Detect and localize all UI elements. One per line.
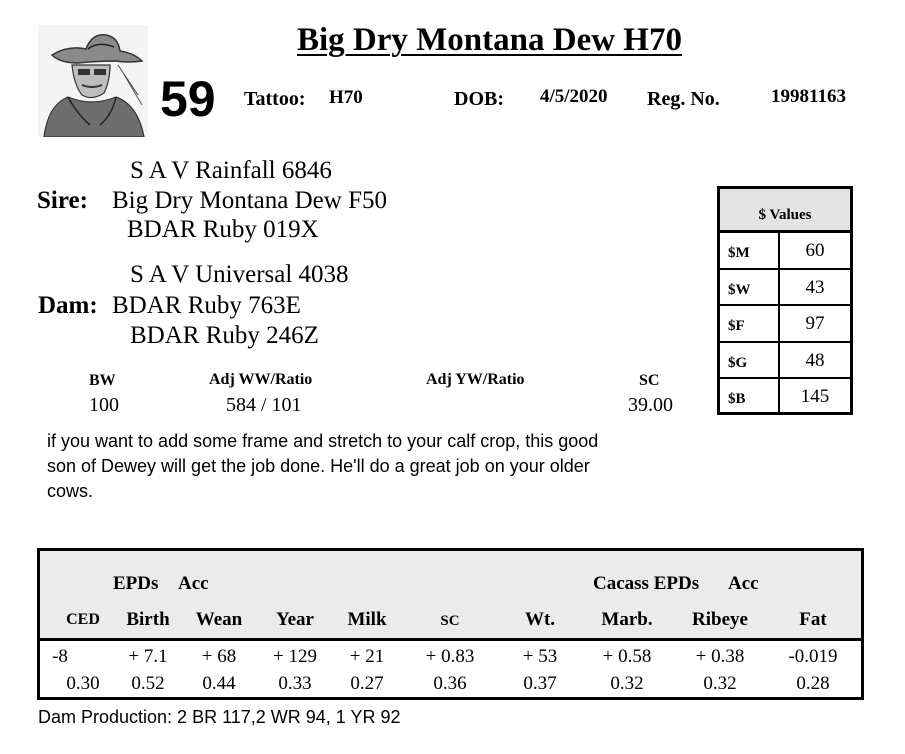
epd-value-wean: + 68: [201, 646, 237, 667]
epd-acc-birth: 0.52: [131, 673, 165, 694]
dollar-values-table: [717, 186, 853, 415]
bw-value: 100: [89, 394, 119, 416]
animal-description: if you want to add some frame and stretch to your calf crop, this good son of Dewey will get the job done. He'll do a great job on your older cows.: [47, 431, 599, 501]
dollar-value: 43: [778, 270, 850, 306]
epd-table: [37, 548, 864, 700]
epd-value-ced: -8: [52, 646, 68, 667]
dollar-value-label: $F: [728, 318, 745, 334]
tattoo-label: Tattoo:: [244, 88, 306, 110]
epd-col-wt: Wt.: [524, 609, 556, 630]
lot-number: 59: [160, 71, 216, 127]
epd-acc-wean: 0.44: [202, 673, 236, 694]
sc-value: 39.00: [628, 394, 673, 416]
dollar-value-row: [720, 306, 850, 343]
epd-acc-ribeye: 0.32: [703, 673, 737, 694]
dam-label: Dam:: [38, 292, 98, 319]
epd-col-marb: Marb.: [601, 609, 653, 630]
tattoo-value: H70: [329, 87, 363, 108]
epd-table-header: [40, 551, 861, 641]
epd-col-sc: SC: [440, 613, 460, 629]
epd-col-fat: Fat: [799, 609, 827, 630]
dob-value: 4/5/2020: [540, 86, 608, 107]
epd-acc-sc: 0.36: [433, 673, 467, 694]
sire-label: Sire:: [37, 187, 88, 214]
epd-col-wean: Wean: [195, 609, 243, 630]
yw-label: Adj YW/Ratio: [426, 371, 525, 388]
epd-value-milk: + 21: [349, 646, 385, 667]
epd-acc-year: 0.33: [278, 673, 312, 694]
epd-col-birth: Birth: [126, 609, 170, 630]
epd-acc-fat: 0.28: [796, 673, 830, 694]
epd-acc-wt: 0.37: [523, 673, 557, 694]
carcass-acc-label: Acc: [728, 573, 759, 594]
dollar-value-row: [720, 343, 850, 380]
dollar-values-title: $ Values: [720, 189, 850, 233]
epd-value-year: + 129: [273, 646, 317, 667]
dob-label: DOB:: [454, 88, 504, 110]
dollar-value-label: $B: [728, 391, 746, 407]
reg-label: Reg. No.: [647, 88, 720, 110]
carcass-epd-label: Cacass EPDs: [593, 573, 700, 594]
dollar-value: 60: [778, 233, 850, 269]
epd-group-label: EPDs: [113, 573, 159, 594]
epd-value-fat: -0.019: [788, 646, 838, 667]
epd-value-ribeye: + 0.38: [695, 646, 745, 667]
sire-sire: S A V Rainfall 6846: [130, 157, 332, 184]
sire-dam: BDAR Ruby 019X: [127, 216, 319, 243]
dollar-value-label: $W: [728, 281, 751, 298]
dollar-value-row: [720, 233, 850, 270]
dam-sire: S A V Universal 4038: [130, 261, 349, 288]
epd-col-ribeye: Ribeye: [692, 609, 748, 630]
ww-value: 584 / 101: [226, 394, 302, 416]
dollar-value-row: [720, 270, 850, 307]
dollar-value: 97: [778, 306, 850, 342]
bw-label: BW: [89, 372, 116, 389]
epd-acc-ced: 0.30: [66, 673, 100, 694]
dam-dam: BDAR Ruby 246Z: [130, 322, 319, 349]
cowboy-photo-icon: [38, 25, 148, 137]
dam-name: BDAR Ruby 763E: [112, 292, 301, 319]
epd-col-year: Year: [276, 609, 314, 630]
epd-value-wt: + 53: [522, 646, 558, 667]
epd-value-marb: + 0.58: [602, 646, 652, 667]
epd-value-birth: + 7.1: [128, 646, 168, 667]
dollar-value-row: [720, 379, 850, 416]
sire-name: Big Dry Montana Dew F50: [112, 187, 387, 214]
animal-name-title: Big Dry Montana Dew H70: [297, 22, 682, 58]
epd-col-ced: CED: [66, 611, 100, 628]
sc-label: SC: [639, 372, 660, 389]
epd-value-sc: + 0.83: [425, 646, 475, 667]
dollar-value-label: $M: [728, 245, 750, 261]
epd-acc-marb: 0.32: [610, 673, 644, 694]
epd-col-milk: Milk: [347, 609, 387, 630]
reg-value: 19981163: [771, 86, 846, 107]
dollar-value: 48: [778, 343, 850, 379]
epd-acc-milk: 0.27: [350, 673, 384, 694]
epd-acc-label: Acc: [178, 573, 209, 594]
dollar-value-label: $G: [728, 354, 748, 371]
dam-production: Dam Production: 2 BR 117,2 WR 94, 1 YR 92: [38, 707, 401, 727]
ww-label: Adj WW/Ratio: [209, 371, 313, 388]
dollar-value: 145: [778, 379, 850, 415]
